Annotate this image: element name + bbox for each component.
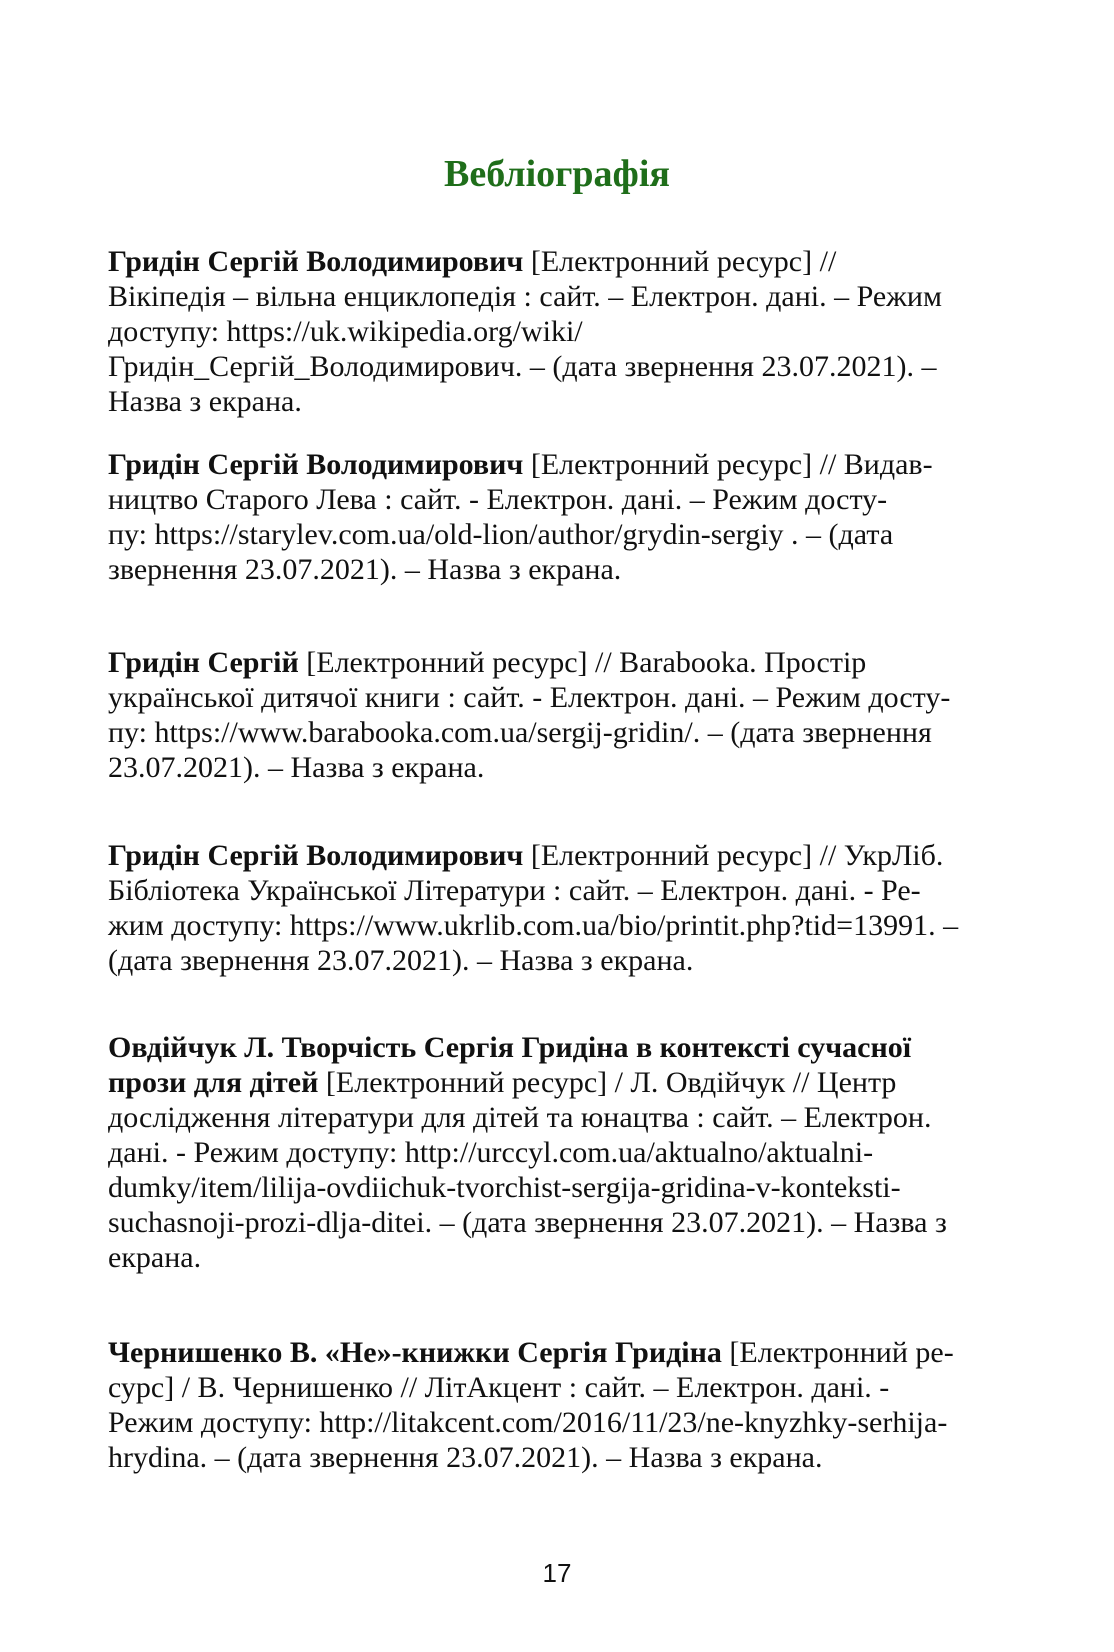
entry-text: [Електронний ресурс] // Barabooka. Простір: [298, 646, 867, 679]
entry-line: [108, 750, 1063, 785]
entry-line: [108, 552, 1063, 587]
entry-text: Назва з екрана.: [108, 385, 302, 418]
entry-line: [108, 1100, 1063, 1135]
entry-line: [108, 279, 1063, 314]
bibliography-entry-2: [108, 447, 1063, 587]
page-title: Вебліографія: [444, 153, 670, 195]
entry-bold-text: Гридін Сергій Володимирович: [108, 245, 524, 278]
entry-text: Бібліотека Української Літератури : сайт. – Електрон. дані. - Ре-: [108, 874, 921, 907]
entry-text: української дитячої книги : сайт. - Електрон. дані. – Режим досту-: [108, 681, 951, 714]
entry-line: [108, 838, 1063, 873]
entry-text: hrydina. – (дата звернення 23.07.2021). – Назва з екрана.: [108, 1441, 823, 1474]
entry-line: [108, 1065, 1063, 1100]
entry-line: [108, 1370, 1063, 1405]
entry-line: [108, 1135, 1063, 1170]
entry-text: 23.07.2021). – Назва з екрана.: [108, 751, 485, 784]
entry-line: [108, 1240, 1063, 1275]
entry-line: [108, 908, 1063, 943]
entry-text: ництво Старого Лева : сайт. - Електрон. дані. – Режим досту-: [108, 483, 888, 516]
entry-text: Режим доступу: http://litakcent.com/2016/11/23/ne-knyzhky-serhija-: [108, 1406, 948, 1439]
entry-line: [108, 349, 1063, 384]
entry-text: доступу: https://uk.wikipedia.org/wiki/: [108, 315, 583, 348]
entry-bold-text: Гридін Сергій Володимирович: [108, 839, 524, 872]
entry-text: Вікіпедія – вільна енциклопедія : сайт. – Електрон. дані. – Режим: [108, 280, 942, 313]
entry-line: [108, 1030, 1063, 1065]
bibliography-entry-6: [108, 1335, 1063, 1475]
entry-text: пу: https://starylev.com.ua/old-lion/author/grydin-sergiy . – (дата: [108, 518, 894, 551]
entry-line: [108, 517, 1063, 552]
entry-line: [108, 1405, 1063, 1440]
entry-bold-text: Чернишенко В. «Не»-книжки Сергія Гридіна: [108, 1336, 722, 1369]
bibliography-entry-4: [108, 838, 1063, 978]
entry-line: [108, 384, 1063, 419]
entry-text: пу: https://www.barabooka.com.ua/sergij-gridin/. – (дата звернення: [108, 716, 932, 749]
entry-text: dumky/item/lilija-ovdiichuk-tvorchist-sergija-gridina-v-konteksti-: [108, 1171, 901, 1204]
entry-bold-text: Овдійчук Л. Творчість Сергія Гридіна в контексті сучасної: [108, 1031, 912, 1064]
entry-text: [Електронний ре-: [721, 1336, 954, 1369]
entry-text: дані. - Режим доступу: http://urccyl.com.ua/aktualno/aktualni-: [108, 1136, 874, 1169]
entry-line: [108, 447, 1063, 482]
entry-text: [Електронний ресурс] / Л. Овдійчук // Центр: [318, 1066, 897, 1099]
entry-text: Гридін_Сергій_Володимирович. – (дата звернення 23.07.2021). –: [108, 350, 937, 383]
bibliography-entry-5: [108, 1030, 1063, 1275]
entry-text: екрана.: [108, 1241, 202, 1274]
entry-line: [108, 943, 1063, 978]
entry-text: звернення 23.07.2021). – Назва з екрана.: [108, 553, 622, 586]
entry-text: (дата звернення 23.07.2021). – Назва з екрана.: [108, 944, 694, 977]
entry-line: [108, 1335, 1063, 1370]
bibliography-entry-3: [108, 645, 1063, 785]
entry-text: [Електронний ресурс] // Видав-: [523, 448, 933, 481]
page-number: 17: [542, 1558, 572, 1588]
entry-text: [Електронний ресурс] // УкрЛіб.: [523, 839, 944, 872]
entry-line: [108, 1170, 1063, 1205]
entry-line: [108, 645, 1063, 680]
entry-text: дослідження літератури для дітей та юнацтва : сайт. – Електрон.: [108, 1101, 932, 1134]
entry-line: [108, 244, 1063, 279]
entry-bold-text: прози для дітей: [108, 1066, 319, 1099]
entry-line: [108, 482, 1063, 517]
entry-line: [108, 1440, 1063, 1475]
entry-line: [108, 680, 1063, 715]
entry-line: [108, 314, 1063, 349]
entry-text: suchasnoji-prozi-dlja-ditei. – (дата звернення 23.07.2021). – Назва з: [108, 1206, 947, 1239]
entry-line: [108, 715, 1063, 750]
entry-text: жим доступу: https://www.ukrlib.com.ua/bio/printit.php?tid=13991. –: [108, 909, 959, 942]
entry-bold-text: Гридін Сергій: [108, 646, 299, 679]
entry-line: [108, 873, 1063, 908]
entry-line: [108, 1205, 1063, 1240]
entry-text: [Електронний ресурс] //: [523, 245, 837, 278]
bibliography-entry-1: [108, 244, 1063, 419]
entry-text: сурс] / В. Чернишенко // ЛітАкцент : сайт. – Електрон. дані. -: [108, 1371, 890, 1404]
entry-bold-text: Гридін Сергій Володимирович: [108, 448, 524, 481]
